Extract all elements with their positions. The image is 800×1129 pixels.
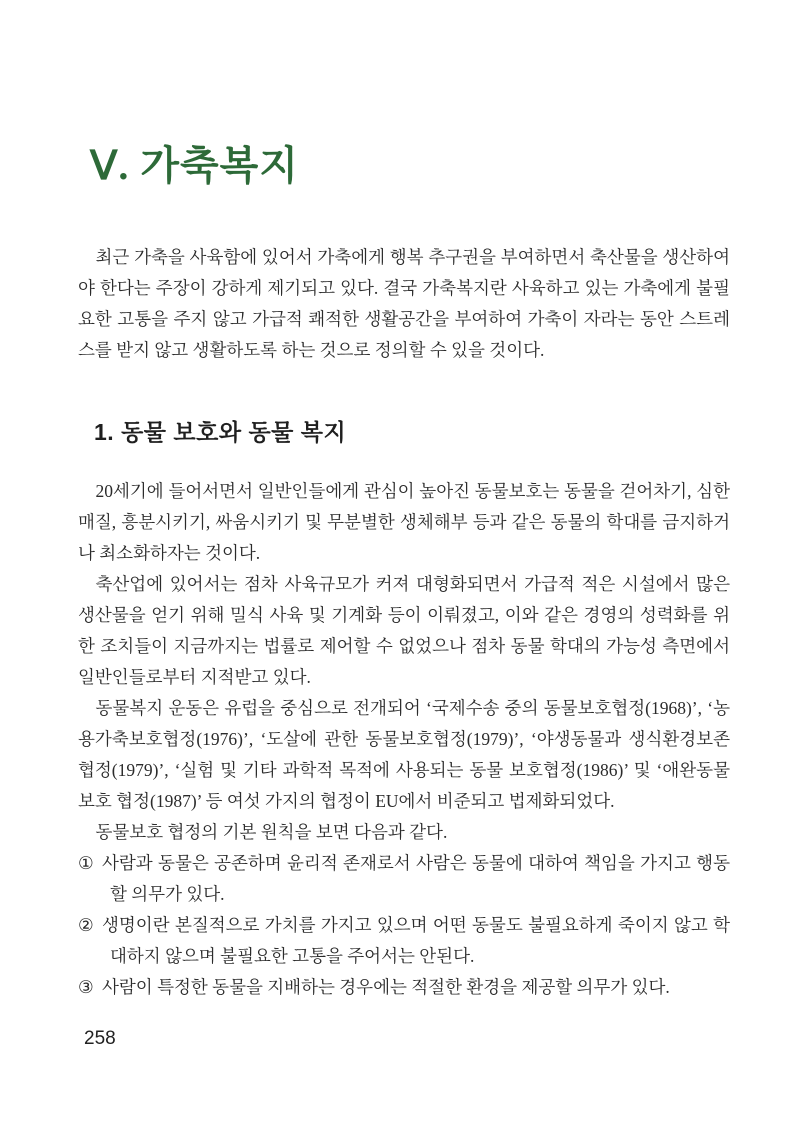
- principles-list: [78, 848, 730, 1003]
- principle-text-1: 사람과 동물은 공존하며 윤리적 존재로서 사람은 동물에 대하여 책임을 가지고 행동할 의무가 있다.: [102, 853, 730, 904]
- chapter-intro-paragraph: 최근 가축을 사육함에 있어서 가축에게 행복 추구권을 부여하면서 축산물을 생산하여야 한다는 주장이 강하게 제기되고 있다. 결국 가축복지란 사육하고 있는 가축에게 불필요한 고통을 주지 않고 가급적 쾌적한 생활공간을 부여하여 가축이 자라는 동안 스트레스를 받지 않고 생활하도록 하는 것으로 정의할 수 있을 것이다.: [78, 247, 730, 360]
- section-paragraph-3: 동물복지 운동은 유럽을 중심으로 전개되어 ‘국제수송 중의 동물보호협정(1968)’, ‘농용가축보호협정(1976)’, ‘도살에 관한 동물보호협정(1979)’, ‘야생동물과 생식환경보존협정(1979)’, ‘실험 및 기타 과학적 목적에 사용되는 동물 보호협정(1986)’ 및 ‘애완동물 보호 협정(1987)’ 등 여섯 가지의 협정이 EU에서 비준되고 법제화되었다.: [78, 698, 730, 811]
- principle-item-1: [78, 848, 730, 910]
- section-paragraph-1: 20세기에 들어서면서 일반인들에게 관심이 높아진 동물보호는 동물을 걷어차기, 심한 매질, 흥분시키기, 싸움시키기 및 무분별한 생체해부 등과 같은 동물의 학대를 금지하거나 최소화하자는 것이다.: [78, 481, 730, 563]
- principle-marker-2: ②: [78, 915, 94, 935]
- principle-item-3: [78, 972, 730, 1003]
- section-paragraph-2: 축산업에 있어서는 점차 사육규모가 커져 대형화되면서 가급적 적은 시설에서 많은 생산물을 얻기 위해 밀식 사육 및 기계화 등이 이뤄졌고, 이와 같은 경영의 성력화를 위한 조치들이 지금까지는 법률로 제어할 수 없었으나 점차 동물 학대의 가능성 측면에서 일반인들로부터 지적받고 있다.: [78, 574, 730, 687]
- chapter-title: Ⅴ. 가축복지: [90, 143, 299, 188]
- principle-text-3: 사람이 특정한 동물을 지배하는 경우에는 적절한 환경을 제공할 의무가 있다.: [102, 977, 670, 997]
- section-paragraph-4: 동물보호 협정의 기본 원칙을 보면 다음과 같다.: [95, 822, 448, 842]
- section-heading: 1. 동물 보호와 동물 복지: [94, 419, 347, 445]
- principle-text-2: 생명이란 본질적으로 가치를 가지고 있으며 어떤 동물도 불필요하게 죽이지 않고 학대하지 않으며 불필요한 고통을 주어서는 안된다.: [102, 915, 730, 966]
- page-number: 258: [84, 1028, 116, 1049]
- principle-marker-1: ①: [78, 853, 94, 873]
- principle-marker-3: ③: [78, 977, 94, 997]
- principle-item-2: [78, 910, 730, 972]
